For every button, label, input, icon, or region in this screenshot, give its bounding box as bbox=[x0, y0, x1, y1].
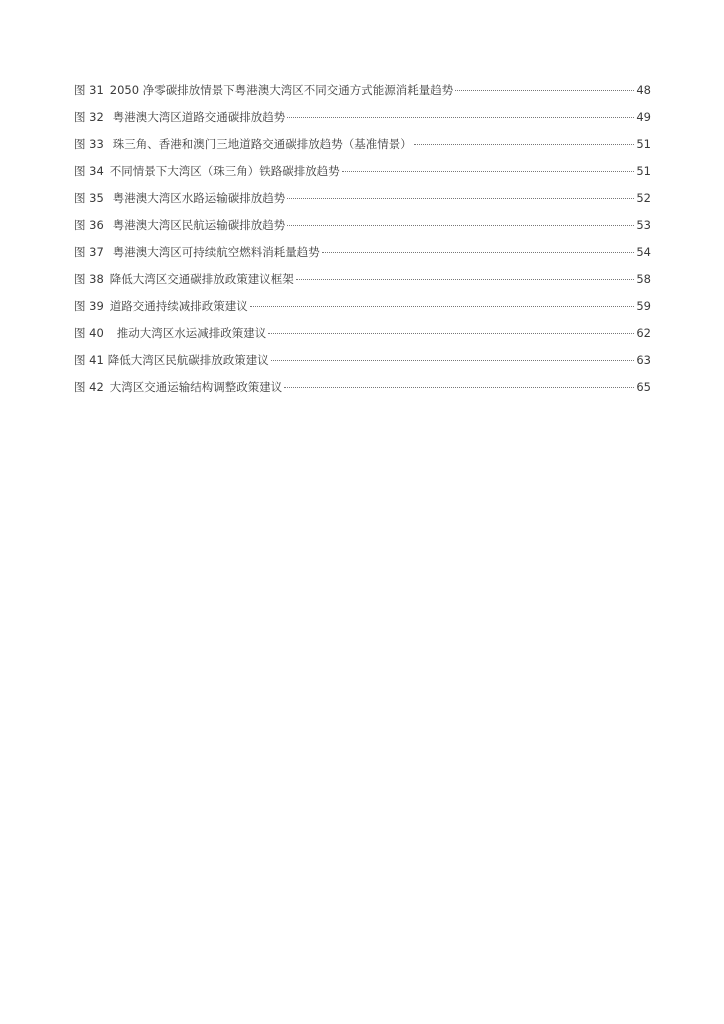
figure-label: 图 38 bbox=[74, 272, 104, 286]
toc-entry-fig39[interactable] bbox=[74, 299, 651, 326]
figure-title: 不同情景下大湾区（珠三角）铁路碳排放趋势 bbox=[109, 164, 340, 178]
dot-leader bbox=[284, 387, 634, 388]
figure-label: 图 40 bbox=[74, 326, 104, 340]
dot-leader bbox=[322, 252, 635, 253]
toc-entry-fig33[interactable] bbox=[74, 137, 651, 164]
list-of-figures bbox=[74, 83, 651, 407]
dot-leader bbox=[287, 225, 634, 226]
page-number: 58 bbox=[636, 272, 651, 286]
figure-label: 图 42 bbox=[74, 380, 104, 394]
figure-label: 图 32 bbox=[74, 110, 104, 124]
figure-title: 2050 净零碳排放情景下粤港澳大湾区不同交通方式能源消耗量趋势 bbox=[109, 83, 454, 97]
toc-entry-fig36[interactable] bbox=[74, 218, 651, 245]
toc-entry-fig42[interactable] bbox=[74, 380, 651, 407]
dot-leader bbox=[271, 360, 635, 361]
dot-leader bbox=[287, 198, 634, 199]
toc-entry-fig31[interactable] bbox=[74, 83, 651, 110]
figure-title: 降低大湾区交通碳排放政策建议框架 bbox=[109, 272, 294, 286]
page-number: 65 bbox=[636, 380, 651, 394]
figure-label: 图 41 bbox=[74, 353, 104, 367]
figure-label: 图 33 bbox=[74, 137, 104, 151]
page-number: 48 bbox=[636, 83, 651, 97]
dot-leader bbox=[342, 171, 635, 172]
figure-label: 图 36 bbox=[74, 218, 104, 232]
figure-label: 图 39 bbox=[74, 299, 104, 313]
figure-label: 图 31 bbox=[74, 83, 104, 97]
figure-title: 粤港澳大湾区民航运输碳排放趋势 bbox=[112, 218, 286, 232]
figure-title: 道路交通持续减排政策建议 bbox=[109, 299, 248, 313]
dot-leader bbox=[296, 279, 635, 280]
page-number: 63 bbox=[636, 353, 651, 367]
figure-label: 图 35 bbox=[74, 191, 104, 205]
toc-entry-fig37[interactable] bbox=[74, 245, 651, 272]
figure-title: 粤港澳大湾区道路交通碳排放趋势 bbox=[112, 110, 286, 124]
dot-leader bbox=[455, 90, 634, 91]
page-number: 53 bbox=[636, 218, 651, 232]
figure-title: 大湾区交通运输结构调整政策建议 bbox=[109, 380, 283, 394]
toc-entry-fig32[interactable] bbox=[74, 110, 651, 137]
figure-title: 降低大湾区民航碳排放政策建议 bbox=[107, 353, 269, 367]
page-number: 54 bbox=[636, 245, 651, 259]
figure-title: 推动大湾区水运减排政策建议 bbox=[116, 326, 267, 340]
toc-entry-fig35[interactable] bbox=[74, 191, 651, 218]
page-number: 62 bbox=[636, 326, 651, 340]
toc-entry-fig34[interactable] bbox=[74, 164, 651, 191]
dot-leader bbox=[268, 333, 634, 334]
toc-entry-fig38[interactable] bbox=[74, 272, 651, 299]
dot-leader bbox=[287, 117, 634, 118]
toc-entry-fig40[interactable] bbox=[74, 326, 651, 353]
page-number: 49 bbox=[636, 110, 651, 124]
page-number: 51 bbox=[636, 137, 651, 151]
toc-entry-fig41[interactable] bbox=[74, 353, 651, 380]
page-number: 52 bbox=[636, 191, 651, 205]
figure-title: 粤港澳大湾区可持续航空燃料消耗量趋势 bbox=[112, 245, 320, 259]
figure-label: 图 34 bbox=[74, 164, 104, 178]
figure-label: 图 37 bbox=[74, 245, 104, 259]
figure-title: 粤港澳大湾区水路运输碳排放趋势 bbox=[112, 191, 286, 205]
dot-leader bbox=[414, 144, 635, 145]
page-number: 51 bbox=[636, 164, 651, 178]
figure-title: 珠三角、香港和澳门三地道路交通碳排放趋势（基准情景） bbox=[112, 137, 412, 151]
dot-leader bbox=[250, 306, 635, 307]
page-number: 59 bbox=[636, 299, 651, 313]
